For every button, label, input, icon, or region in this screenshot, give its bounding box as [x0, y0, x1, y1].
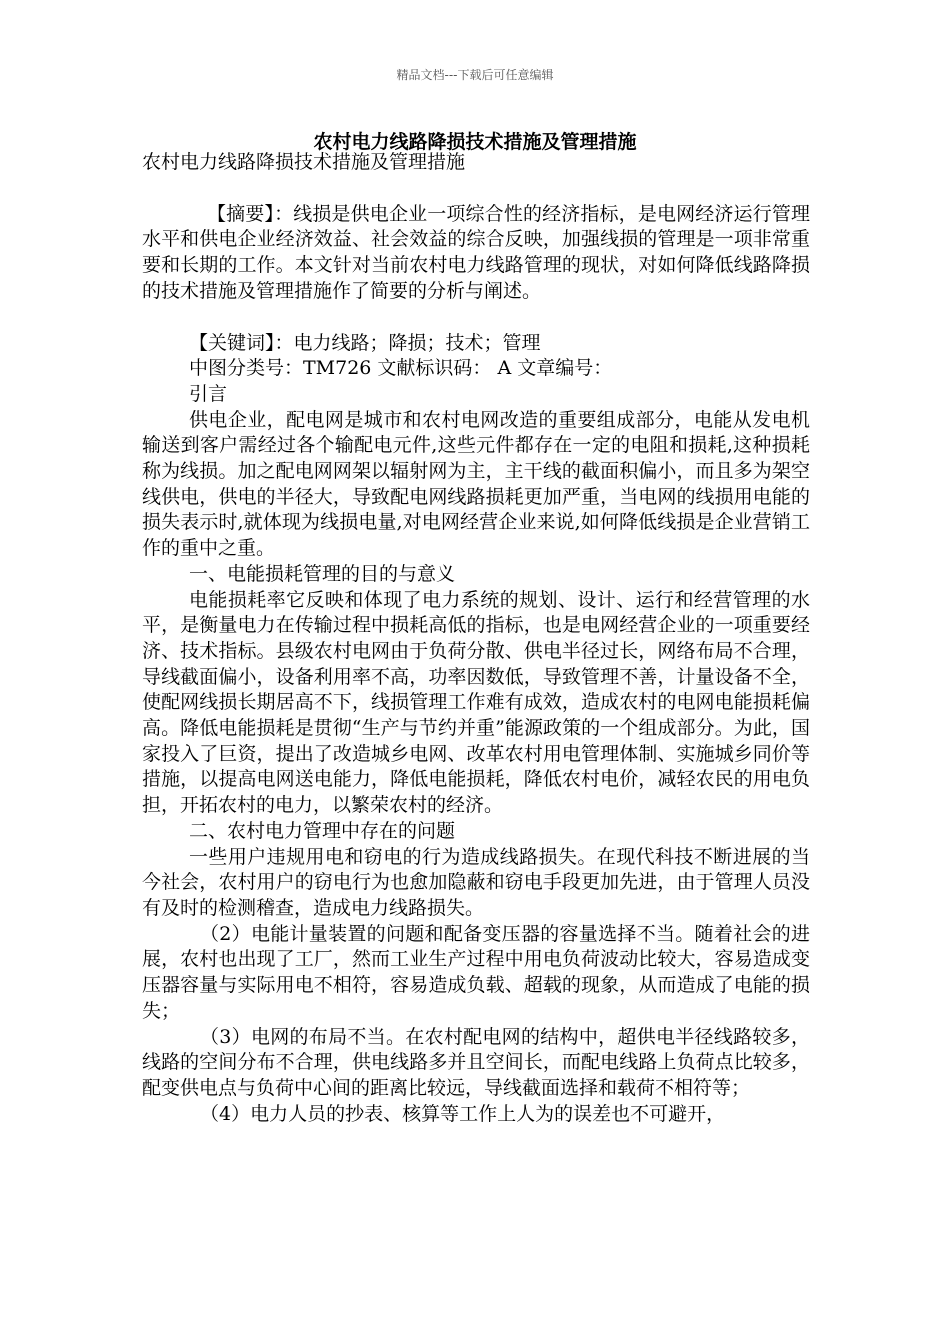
page-header: 精品文档---下载后可任意编辑 — [396, 68, 554, 82]
document-body — [142, 150, 810, 1127]
section2-item-1: 一些用户违规用电和窃电的行为造成线路损失。在现代科技不断进展的当今社会，农村用户的窃电行为也愈加隐蔽和窃电手段更加先进，由于管理人员没有及时的检测稽查，造成电力线路损失。 — [142, 845, 810, 919]
section2-heading: 二、农村电力管理中存在的问题 — [189, 819, 456, 842]
section1-paragraph: 电能损耗率它反映和体现了电力系统的规划、设计、运行和经营管理的水平，是衡量电力在传输过程中损耗高低的指标，也是电网经营企业的一项重要经济、技术指标。县级农村电网由于负荷分散、供电半径过长，网络布局不合理，导线截面偏小，设备利用率不高，功率因数低，导致管理不善，计量设备不全，使配网线损长期居高不下，线损管理工作难有成效，造成农村的电网电能损耗偏高。降低电能损耗是贯彻“生产与节约并重”能源政策的一个组成部分。为此，国家投入了巨资，提出了改造城乡电网、改革农村用电管理体制、实施城乡同价等措施，以提高电网送电能力，降低电能损耗，降低农村电价，减轻农民的用电负担，开拓农村的电力，以繁荣农村的经济。 — [142, 588, 810, 817]
intro-heading: 引言 — [189, 382, 228, 405]
intro-paragraph: 供电企业，配电网是城市和农村电网改造的重要组成部分，电能从发电机输送到客户需经过各个输配电元件,这些元件都存在一定的电阻和损耗,这种损耗称为线损。加之配电网网架以辐射网为主，主干线的截面积偏小，而且多为架空线供电，供电的半径大，导致配电网线路损耗更加严重，当电网的线损用电能的损失表示时,就体现为线损电量,对电网经营企业来说,如何降低线损是企业营销工作的重中之重。 — [142, 408, 810, 560]
document-title: 农村电力线路降损技术措施及管理措施 — [313, 131, 637, 153]
abstract-paragraph: 【摘要】：线损是供电企业一项综合性的经济指标，是电网经济运行管理水平和供电企业经济效益、社会效益的综合反映，加强线损的管理是一项非常重要和长期的工作。本文针对当前农村电力线路管理的现状，对如何降低线路降损的技术措施及管理措施作了简要的分析与阐述。 — [142, 202, 810, 302]
section1-heading: 一、电能损耗管理的目的与意义 — [189, 562, 456, 585]
keywords-line: 【关键词】：电力线路；降损；技术；管理 — [189, 331, 541, 354]
classification-line: 中图分类号：TM726 文献标识码： A 文章编号： — [189, 357, 613, 380]
section2-item-4: （4）电力人员的抄表、核算等工作上人为的误差也不可避开， — [200, 1102, 726, 1125]
section2-item-2: （2）电能计量装置的问题和配备变压器的容量选择不当。随着社会的进展，农村也出现了工厂，然而工业生产过程中用电负荷波动比较大，容易造成变压器容量与实际用电不相符，容易造成负载、超载的现象，从而造成了电能的损失； — [142, 922, 810, 1022]
section2-item-3: （3）电网的布局不当。在农村配电网的结构中，超供电半径线路较多，线路的空间分布不合理，供电线路多并且空间长，而配电线路上负荷点比较多，配变供电点与负荷中心间的距离比较远，导线截面选择和载荷不相符等； — [142, 1025, 810, 1099]
document-subtitle: 农村电力线路降损技术措施及管理措施 — [142, 151, 466, 173]
